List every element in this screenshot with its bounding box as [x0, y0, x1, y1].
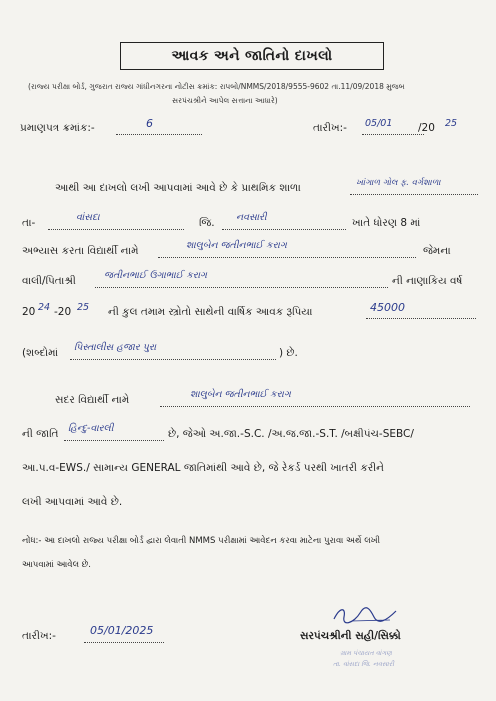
caste-label: ની જાતિ	[22, 428, 59, 440]
footer-date-value: 05/01/2025	[90, 624, 154, 637]
document-title: આવક અને જાતિનો દાખલો	[171, 48, 333, 64]
note-line-2: આપવામાં આવેલ છે.	[22, 560, 92, 570]
student-name-2: શાલુબેન જતીનભાઈ કરાગ	[190, 389, 291, 400]
guardian-name-dots	[95, 287, 388, 288]
year-from-value: 24	[38, 302, 51, 313]
para1-text: આથી આ દાખલો લખી આપવામાં આવે છે કે પ્રાથમિક શાળા	[55, 182, 301, 194]
footer-date-label: તારીખ:-	[22, 630, 56, 642]
caste-value: હિન્દુ-વારલી	[68, 423, 114, 434]
student-name-2-dots	[160, 406, 470, 407]
title-box	[120, 42, 384, 70]
caste-text-3: લખી આપવામાં આવે છે.	[22, 496, 123, 508]
year-from-prefix: 20	[22, 306, 36, 318]
income-value: 45000	[370, 301, 405, 314]
district-dots	[222, 229, 346, 230]
district-value: નવસારી	[236, 212, 267, 223]
certificate-no-value: 6	[146, 117, 153, 130]
taluka-dots	[48, 229, 184, 230]
caste-dots	[64, 440, 164, 441]
certificate-no-label: પ્રમાણપત્ર ક્રમાંક:-	[20, 122, 95, 134]
caste-text: છે, જેઓ અ.જા.-S.C. /અ.જ.જા.-S.T. /બક્ષીપંચ-SEBC/	[168, 428, 414, 440]
fin-year-text: ની નાણાકિય વર્ષ	[392, 275, 463, 287]
words-close: ) છે.	[279, 347, 298, 359]
student-name: શાલુબેન જતીનભાઈ કરાગ	[186, 240, 287, 251]
date-value-day-month: 05/01	[365, 118, 393, 129]
student-name-dots	[158, 257, 416, 258]
stamp-line-2: તા. વાંસદા જિ. નવસારી	[333, 660, 394, 668]
income-text: ની કુલ તમામ સ્ત્રોતો સાથેની વાર્ષિક આવક રૂપિયા	[108, 306, 313, 318]
year-to-value: 25	[77, 302, 90, 313]
student-label: અભ્યાસ કરતા વિદ્યાર્થી નામે	[22, 245, 139, 257]
signature-label: સરપંચશ્રીની સહી/સિક્કો	[300, 630, 401, 642]
para2-label: સદર વિદ્યાર્થી નામે	[55, 394, 130, 406]
handwritten-signature	[330, 605, 400, 625]
taluka-value: વાંસદા	[76, 212, 100, 223]
school-name: ખાંગાળ ગોલ ફ. વર્ગશાળા	[356, 178, 441, 188]
words-label: (શબ્દોમાં	[22, 347, 59, 359]
certificate-no-dots	[116, 134, 202, 135]
school-dots	[350, 194, 478, 195]
income-dots	[366, 318, 476, 319]
reference-line-2: સરપંચશ્રીને આપેલ સત્તાના આધારે)	[172, 96, 278, 105]
guardian-label: વાલી/પિતાશ્રી	[22, 275, 76, 287]
stamp-line-1: ગ્રામ પંચાયત વાંગણ	[340, 649, 392, 657]
reference-line-1: (રાજ્ય પરીક્ષા બોર્ડ, ગુજરાત રાજ્ય ગાંધીનગરના નોટીસ ક્રમાંક: રાપબો/NMMS/2018/9555-9602 તા.11/09/2018 મુજબ	[28, 82, 405, 91]
words-dots	[70, 359, 276, 360]
note-line-1: નોંધ:- આ દાખલો રાજ્ય પરીક્ષા બોર્ડ દ્વારા લેવાતી NMMS પરીક્ષામાં આવેદન કરવા માટેના પુરાવા અર્થે લખી	[22, 536, 381, 546]
date-label: તારીખ:-	[313, 122, 347, 134]
whose-text: જેમના	[423, 245, 451, 257]
words-value: પિસ્તાલીસ હજાર પુરા	[74, 342, 157, 353]
date-year-prefix: /20	[418, 122, 435, 134]
district-label: જિ.	[199, 217, 215, 229]
guardian-name: જતીનભાઈ ઉગાભાઈ કરાગ	[104, 270, 207, 281]
footer-date-dots	[84, 642, 164, 643]
taluka-label: તા-	[22, 217, 36, 229]
year-to-prefix: -20	[54, 306, 72, 318]
date-dots	[362, 134, 424, 135]
caste-text-2: આ.પ.વ-EWS./ સામાન્ય GENERAL જાતિમાંથી આવે છે, જે રેકર્ડ પરથી ખાતરી કરીને	[22, 462, 385, 474]
standard-text: ખાતે ધોરણ 8 માં	[352, 217, 421, 229]
date-year-suffix: 25	[445, 118, 458, 129]
